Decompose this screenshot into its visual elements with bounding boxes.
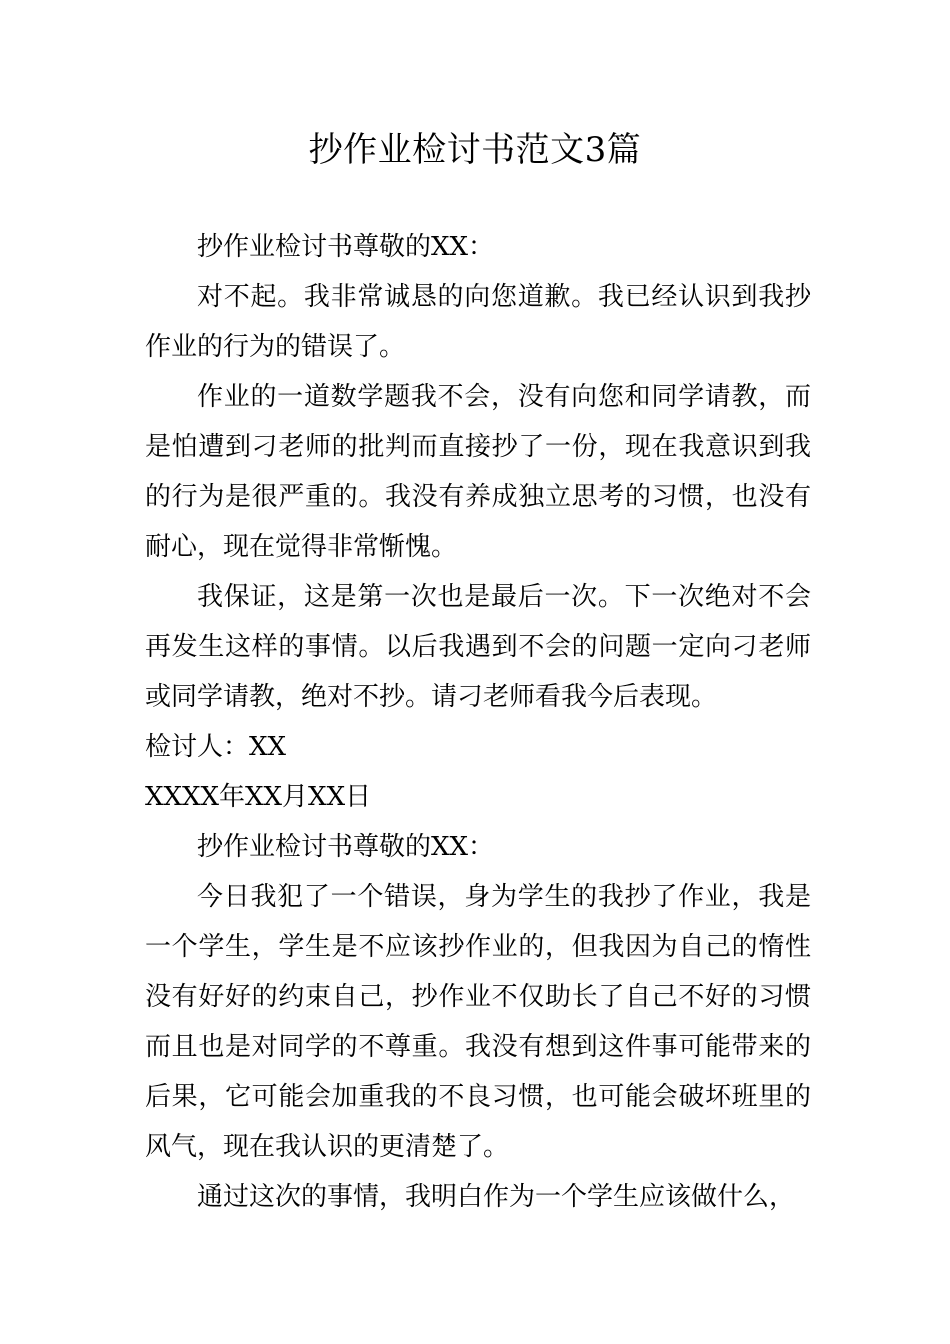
salutation-2: 抄作业检讨书尊敬的XX： xyxy=(197,832,495,862)
date-line: XXXX年XX月XX日 xyxy=(145,782,372,812)
signature-line: 检讨人：XX xyxy=(145,732,287,762)
paragraph-promise: 我保证，这是第一次也是最后一次。下一次绝对不会再发生这样的事情。以后我遇到不会的问题一定向刁老师或同学请教，绝对不抄。请刁老师看我今后表现。 xyxy=(145,582,811,712)
paragraph-apology: 对不起。我非常诚恳的向您道歉。我已经认识到我抄作业的行为的错误了。 xyxy=(145,282,811,362)
salutation-1: 抄作业检讨书尊敬的XX： xyxy=(197,232,495,262)
paragraph-explanation: 作业的一道数学题我不会，没有向您和同学请教，而是怕遭到刁老师的批判而直接抄了一份，现在我意识到我的行为是很严重的。我没有养成独立思考的习惯，也没有耐心，现在觉得非常惭愧。 xyxy=(145,382,811,562)
paragraph-mistake: 今日我犯了一个错误，身为学生的我抄了作业，我是一个学生，学生是不应该抄作业的，但我因为自己的惰性没有好好的约束自己，抄作业不仅助长了自己不好的习惯而且也是对同学的不尊重。我没有想到这件事可能带来的后果，它可能会加重我的不良习惯，也可能会破坏班里的风气，现在我认识的更清楚了。 xyxy=(145,882,811,1162)
document-title: 抄作业检讨书范文3篇 xyxy=(308,130,642,170)
paragraph-lesson: 通过这次的事情，我明白作为一个学生应该做什么， xyxy=(197,1182,796,1212)
document-body xyxy=(145,222,811,1222)
